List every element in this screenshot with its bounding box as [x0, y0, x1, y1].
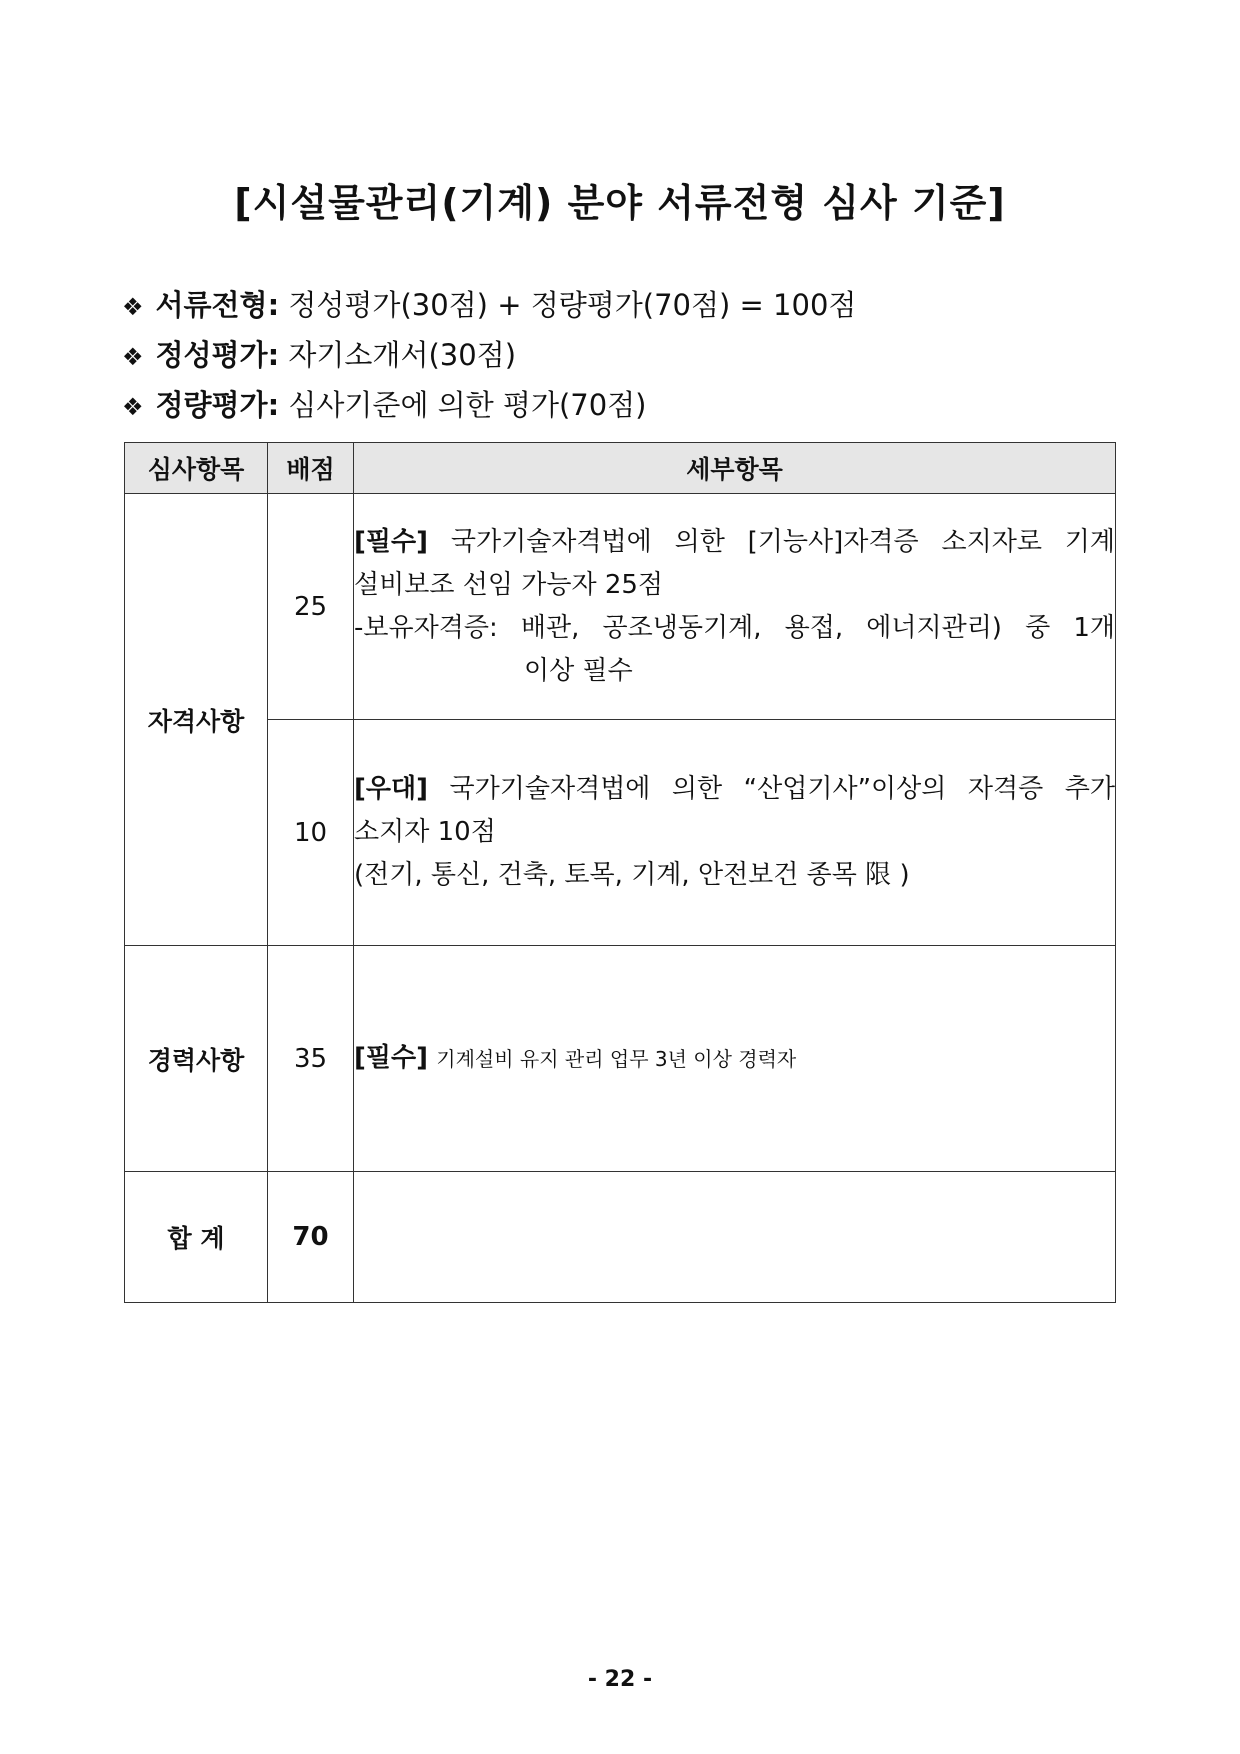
table-row — [125, 1172, 1116, 1303]
score-cell: 10 — [268, 720, 354, 946]
detail-cell — [354, 494, 1116, 720]
summary-bullets — [122, 280, 856, 430]
bullet-document-screening — [122, 280, 856, 330]
table-header-row — [125, 443, 1116, 494]
item-career: 경력사항 — [125, 946, 268, 1172]
diamond-bullet-icon: ❖ — [122, 293, 144, 321]
detail-text: 국가기술자격법에 의한 “산업기사”이상의 자격증 추가 — [449, 774, 1115, 804]
detail-line — [354, 521, 1115, 564]
detail-line: -보유자격증: 배관, 공조냉동기계, 용접, 에너지관리) 중 1개 — [354, 612, 1115, 643]
detail-line: 설비보조 선임 가능자 25점 — [354, 569, 664, 600]
item-total: 합 계 — [125, 1172, 268, 1303]
bullet-text: 자기소개서(30점) — [288, 338, 517, 372]
detail-text: 국가기술자격법에 의한 [기능사]자격증 소지자로 기계 — [450, 526, 1116, 557]
score-total: 70 — [268, 1172, 354, 1303]
required-tag: [필수] — [354, 526, 428, 557]
page-number: - 22 - — [587, 1667, 653, 1692]
header-score: 배점 — [268, 443, 354, 494]
bullet-text: 정성평가(30점) + 정량평가(70점) = 100점 — [288, 288, 857, 322]
criteria-table — [124, 442, 1116, 1303]
diamond-bullet-icon: ❖ — [122, 343, 144, 371]
table-row — [125, 494, 1116, 720]
preferred-tag: [우대] — [354, 774, 428, 804]
bullet-label: 정성평가: — [155, 338, 280, 372]
bullet-qualitative-evaluation — [122, 330, 856, 380]
detail-line: 소지자 10점 — [354, 817, 496, 847]
item-qualification: 자격사항 — [125, 494, 268, 946]
bullet-label: 정량평가: — [155, 388, 280, 422]
bullet-text: 심사기준에 의한 평가(70점) — [288, 388, 647, 422]
table-row — [125, 720, 1116, 946]
header-item: 심사항목 — [125, 443, 268, 494]
bullet-quantitative-evaluation — [122, 380, 856, 430]
bullet-label: 서류전형: — [155, 288, 280, 322]
detail-cell — [354, 720, 1116, 946]
detail-line: (전기, 통신, 건축, 토목, 기계, 안전보건 종목 限 ) — [354, 860, 910, 890]
detail-cell-empty — [354, 1172, 1116, 1303]
detail-text: 기계설비 유지 관리 업무 3년 이상 경력자 — [436, 1046, 797, 1071]
detail-cell — [354, 946, 1116, 1172]
detail-line — [354, 768, 1115, 811]
detail-line: 이상 필수 — [524, 655, 633, 686]
diamond-bullet-icon: ❖ — [122, 393, 144, 421]
table-row — [125, 946, 1116, 1172]
header-detail: 세부항목 — [354, 443, 1116, 494]
score-cell: 35 — [268, 946, 354, 1172]
required-tag: [필수] — [354, 1042, 428, 1073]
score-cell: 25 — [268, 494, 354, 720]
page-title: [시설물관리(기계) 분야 서류전형 심사 기준] — [234, 181, 1006, 225]
